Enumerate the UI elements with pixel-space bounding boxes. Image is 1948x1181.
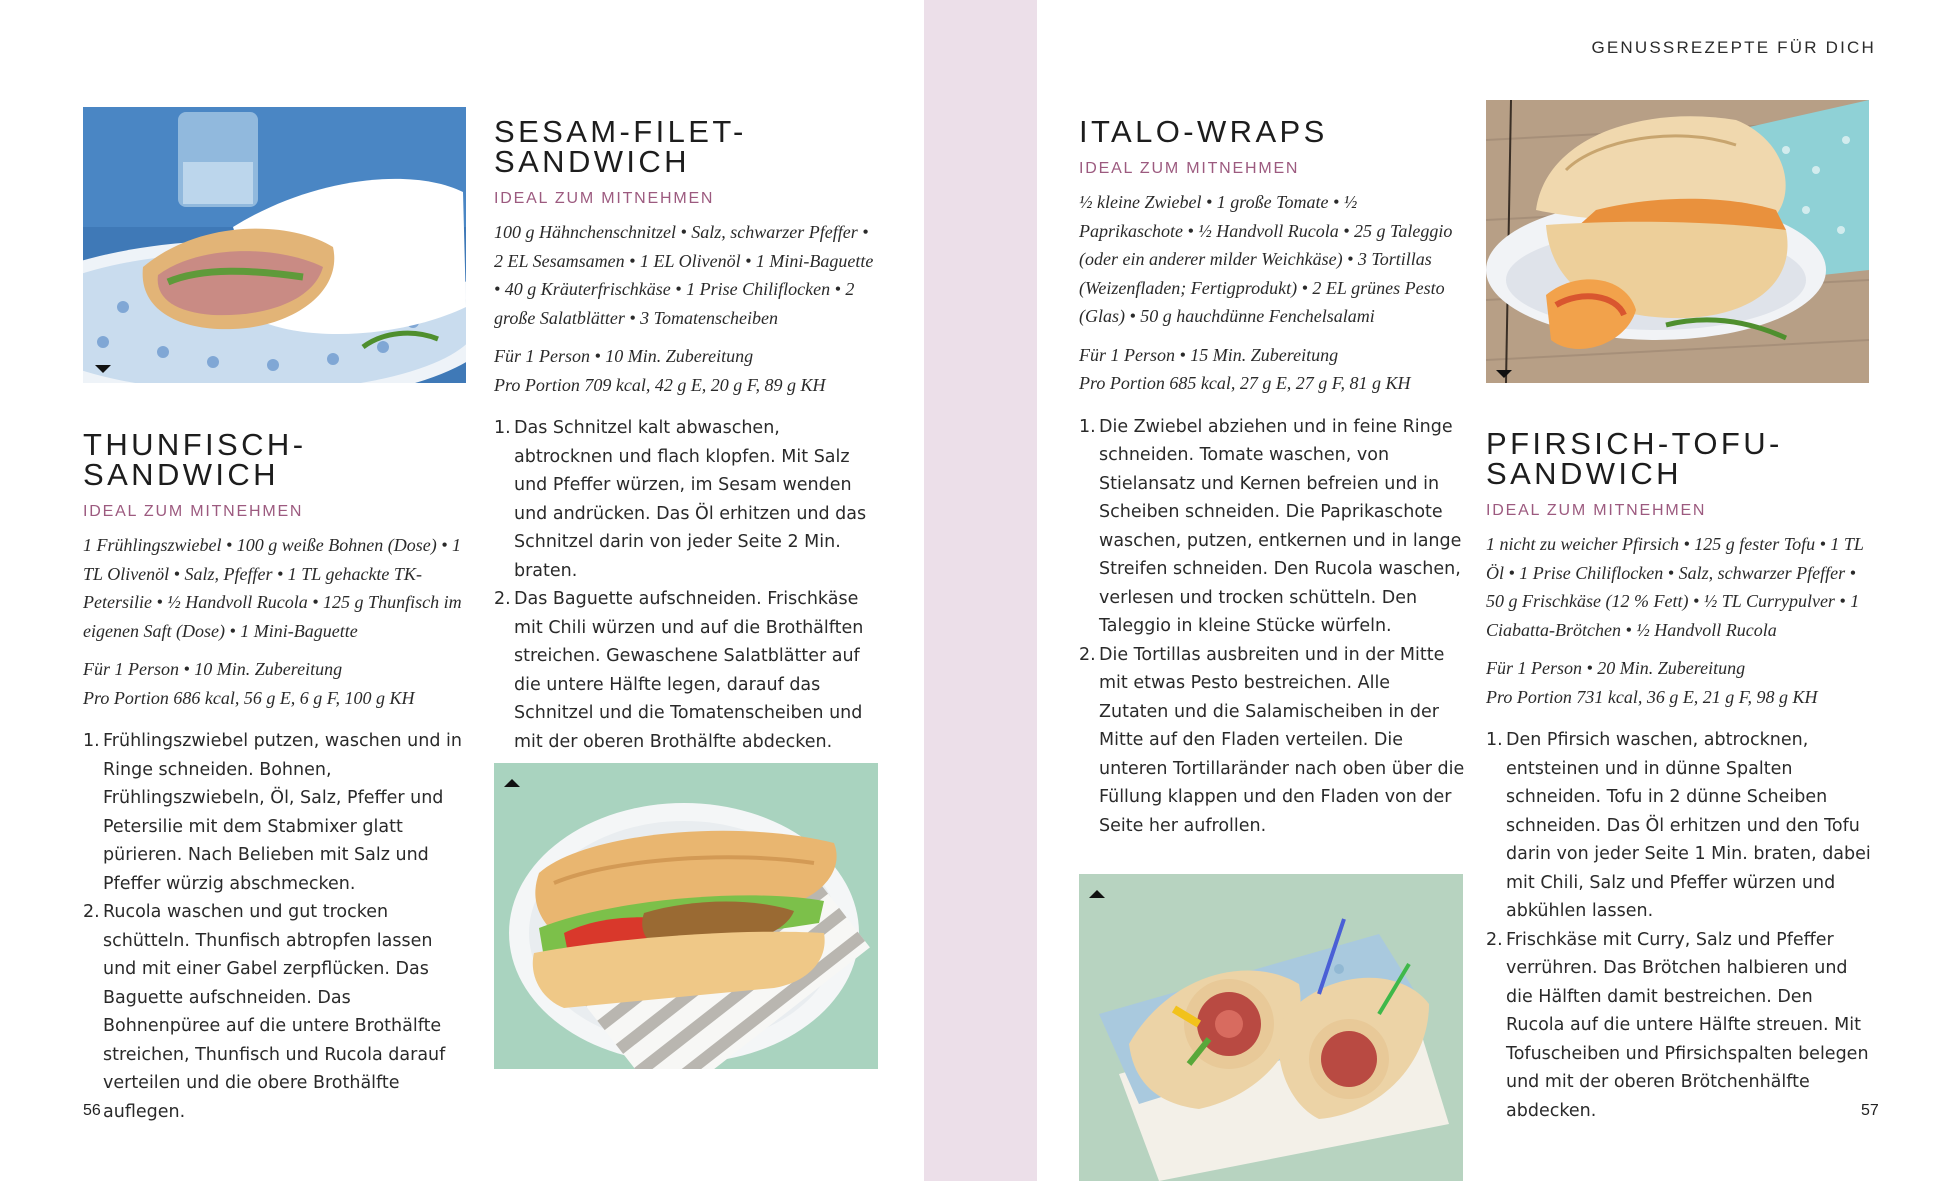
pfirsich-tofu-sandwich-photo [1486,100,1869,383]
recipe-pfirsich-tofu-sandwich [1486,426,1871,1125]
ingredient-list: 1 Frühlingszwiebel • 100 g weiße Bohnen (Dose) • 1 TL Olivenöl • Salz, Pfeffer • 1 TL gehackte TK-Petersilie • ½ Handvoll Rucola • 125 g Thunfisch im eigenen Saft (Dose) • 1 Mini-Baguette [83,535,462,641]
ingredient-list: 100 g Hähnchenschnitzel • Salz, schwarzer Pfeffer • 2 EL Sesamsamen • 1 EL Olivenöl • 1 Mini-Baguette • 40 g Kräuterfrischkäse • 1 Prise Chiliflocken • 2 große Salatblätter • 3 Tomatenscheiben [494,222,874,328]
instruction-step [494,585,880,756]
step-number: 1. [494,418,511,438]
recipe-title: PFIRSICH-TOFU-SANDWICH [1486,426,1783,491]
step-text: Rucola waschen und gut trocken schütteln. Thunfisch abtropfen lassen und mit einer Gabel zerpflücken. Das Baguette aufschneiden. Das Bohnenpüree auf die untere Brothälfte streichen, Thunfisch und Rucola darauf verteilen und die obere Brothälfte auflegen. [103,902,446,1122]
step-text: Das Baguette aufschneiden. Frischkäse mit Chili würzen und auf die Brothälften streichen. Gewaschene Salatblätter auf die untere Hälfte legen, darauf das Schnitzel und die Tomatenscheiben und mit der oberen Brothälfte abdecken. [514,589,864,752]
nutrition-info: Pro Portion 731 kcal, 36 g E, 21 g F, 98 g KH [1486,686,1818,707]
step-number: 2. [1079,644,1096,665]
ingredient-list: ½ kleine Zwiebel • 1 große Tomate • ½ Paprikaschote • ½ Handvoll Rucola • 25 g Taleggio (oder ein anderer milder Weichkäse) • 3 Tortillas (Weizenfladen; Fertigprodukt) • 2 EL grünes Pesto (Glas) • 50 g hauchdünne Fenchelsalami [1079,192,1453,326]
recipe-tagline: IDEAL ZUM MITNEHMEN [1486,502,1707,519]
step-text: Die Tortillas ausbreiten und in der Mitte mit etwas Pesto bestreichen. Alle Zutaten und die Salamischeiben in der Mitte auf den Fladen verteilen. Die unteren Tortillaränder nach oben über die Füllung klappen und den Fladen von der Seite her aufrollen. [1099,644,1465,836]
page-number-left: 56 [83,1102,101,1119]
recipe-thunfisch-sandwich [83,427,469,1126]
instruction-steps [1486,726,1871,1125]
page-number-right: 57 [1861,1102,1879,1119]
step-number: 2. [83,902,100,922]
recipe-italo-wraps [1079,114,1465,840]
servings-time: Für 1 Person • 15 Min. Zubereitung [1079,344,1339,365]
ingredient-list: 1 nicht zu weicher Pfirsich • 125 g fester Tofu • 1 TL Öl • 1 Prise Chiliflocken • Salz, schwarzer Pfeffer • 50 g Frischkäse (12 % Fett) • ½ TL Currypulver • 1 Ciabatta-Brötchen • ½ Handvoll Rucola [1486,534,1864,640]
sesam-filet-sandwich-photo [494,763,878,1069]
step-text: Das Schnitzel kalt abwaschen, abtrocknen und flach klopfen. Mit Salz und Pfeffer würzen, im Sesam wenden und andrücken. Das Öl erhitzen und das Schnitzel darin von jeder Seite 2 Min. braten. [514,418,867,581]
recipe-title: SESAM-FILET-SANDWICH [494,114,747,179]
servings-time: Für 1 Person • 10 Min. Zubereitung [494,346,754,366]
nutrition-info: Pro Portion 685 kcal, 27 g E, 27 g F, 81 g KH [1079,373,1411,393]
recipe-title: THUNFISCH-SANDWICH [83,427,307,492]
left-page [0,0,924,1181]
recipe-tagline: IDEAL ZUM MITNEHMEN [494,190,715,207]
instruction-step [494,414,880,585]
page-gutter [924,0,1037,1181]
step-number: 2. [494,589,511,609]
step-text: Frischkäse mit Curry, Salz und Pfeffer verrühren. Das Brötchen halbieren und die Hälften damit bestreichen. Den Rucola auf die untere Hälfte streuen. Mit Tofuscheiben und Pfirsichspalten belegen und mit der oberen Brötchenhälfte abdecken. [1506,929,1869,1121]
step-text: Den Pfirsich waschen, abtrocknen, entsteinen und in dünne Spalten schneiden. Tofu in 2 dünne Scheiben schneiden. Das Öl erhitzen und den Tofu darin von jeder Seite 1 Min. braten, dabei mit Chili, Salz und Pfeffer würzen und abkühlen lassen. [1506,730,1871,921]
recipe-sesam-filet-sandwich [494,114,880,756]
instruction-step [83,898,469,1126]
recipe-meta [1486,654,1871,711]
step-text: Die Zwiebel abziehen und in feine Ringe schneiden. Tomate waschen, von Stielansatz und Kernen befreien und in Scheiben schneiden. Die Paprikaschote waschen, putzen, entkernen und in lange Streifen schneiden. Den Rucola waschen, verlesen und trocken schütteln. Den Taleggio in kleine Stücke würfeln. [1099,416,1462,636]
servings-time: Für 1 Person • 20 Min. Zubereitung [1486,658,1746,678]
instruction-step [1079,641,1465,841]
step-number: 1. [83,731,100,751]
running-head: GENUSSREZEPTE FÜR DICH [1591,38,1876,57]
step-number: 1. [1486,730,1503,750]
instruction-step [1079,413,1465,641]
instruction-step [1486,926,1871,1126]
step-number: 1. [1079,416,1096,437]
recipe-meta [494,342,880,399]
italo-wraps-photo [1079,874,1463,1181]
recipe-tagline: IDEAL ZUM MITNEHMEN [1079,160,1300,177]
step-text: Frühlingszwiebel putzen, waschen und in Ringe schneiden. Bohnen, Frühlingszwiebeln, Öl, Salz, Pfeffer und Petersilie mit dem Stabmixer glatt pürieren. Nach Belieben mit Salz und Pfeffer würzig abschmecken. [103,731,462,894]
nutrition-info: Pro Portion 686 kcal, 56 g E, 6 g F, 100 g KH [83,687,415,708]
recipe-tagline: IDEAL ZUM MITNEHMEN [83,503,304,520]
recipe-meta [1079,341,1465,398]
nutrition-info: Pro Portion 709 kcal, 42 g E, 20 g F, 89 g KH [494,374,826,395]
recipe-title: ITALO-WRAPS [1079,114,1328,149]
instruction-steps [83,727,469,1126]
thunfisch-sandwich-photo [83,107,466,383]
step-number: 2. [1486,929,1503,950]
instruction-step [1486,726,1871,926]
servings-time: Für 1 Person • 10 Min. Zubereitung [83,659,343,679]
instruction-steps [494,414,880,756]
right-page [1037,0,1948,1181]
recipe-meta [83,655,469,712]
instruction-step [83,727,469,898]
instruction-steps [1079,413,1465,841]
